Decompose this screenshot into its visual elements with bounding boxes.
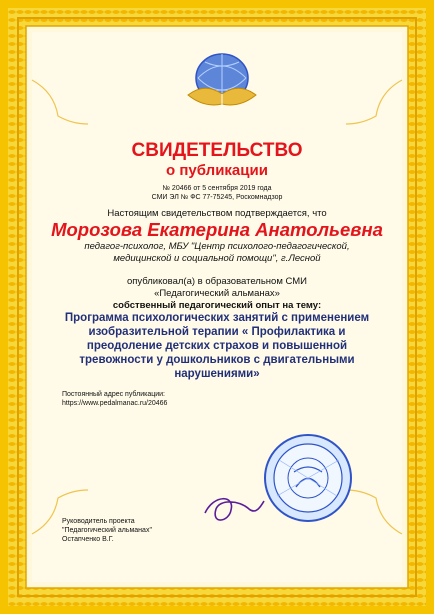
registry-line: СМИ ЭЛ № ФС 77-75245, Роскомнадзор [151,194,283,201]
head-line-1: Руководитель проекта [62,518,135,525]
certificate-number: № 20466 от 5 сентября 2019 года [162,185,272,192]
experience-line: собственный педагогический опыт на тему: [112,300,322,311]
topic-line-1: Программа психологических занятий с применением [64,312,370,324]
head-line-3: Остапченко В.Г. [62,536,114,543]
person-name: Морозова Екатерина Анатольевна [51,219,383,240]
intro-text: Настоящим свидетельством подтверждается, что [107,208,327,219]
published-line-2: «Педагогический альманах» [154,288,280,299]
topic-line-4: тревожности у дошкольников с двигательными [79,354,355,366]
position-line-1: педагог-психолог, МБУ "Центр психолого-педагогической, [84,241,350,252]
title: СВИДЕТЕЛЬСТВО [131,140,303,161]
position-line-2: медицинской и социальной помощи", г.Лесной [113,253,321,264]
address-url: https://www.pedalmanac.ru/20466 [62,400,168,407]
topic-line-3: преодоление детских страхов и повышенной [86,340,348,352]
stamp-seal [265,435,351,521]
subtitle: о публикации [166,162,268,179]
address-label: Постоянный адрес публикации: [62,391,166,398]
topic-line-5: нарушениями» [174,368,260,380]
topic-line-2: изобразительной терапии « Профилактика и [88,326,346,338]
head-line-2: "Педагогический альманах" [62,527,152,534]
published-line-1: опубликовал(а) в образовательном СМИ [126,276,308,287]
